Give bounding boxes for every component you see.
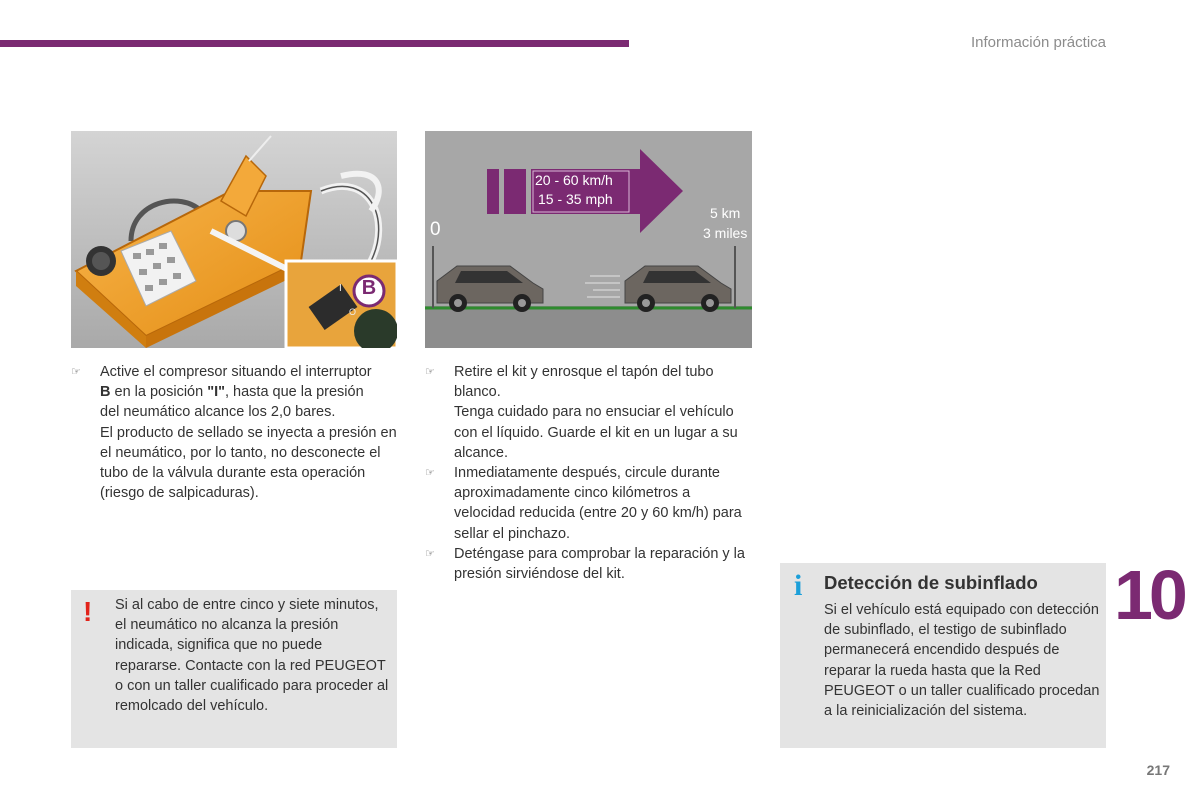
switch-reference: B [100,384,111,401]
drive-speed-illustration [425,131,752,348]
instruction-item [425,544,755,584]
instruction-text: Retire el kit y enrosque el tapón del tubo blanco. [454,364,714,401]
warning-box [71,590,397,748]
pointing-hand-icon: ☞ [71,366,81,378]
info-icon: i [794,569,803,602]
warning-text: Si al cabo de entre cinco y siete minutos, el neumático no alcanza la presión indicada, significa que no puede repararse. Contacte con la red PEUGEOT o con un taller cualificado para proceder al remolcado del vehículo. [115,597,389,715]
instruction-item [71,362,397,503]
instruction-line: del neumático alcance los 2,0 bares. [100,404,336,421]
pointing-hand-icon: ☞ [425,467,435,480]
page-number: 217 [1146,762,1170,778]
instruction-text: Inmediatamente después, circule durante aproximadamente cinco kilómetros a velocidad reducida (entre 20 y 60 km/h) para sellar el pinchazo. [454,465,742,542]
pointing-hand-icon: ☞ [425,547,435,560]
speed-kmh-label: 20 - 60 km/h [535,172,613,188]
switch-b-label: B [361,277,377,299]
info-title: Detección de subinflado [824,572,1038,593]
instruction-line: en la posición [110,384,208,401]
instruction-item [425,362,755,463]
distance-miles-label: 3 miles [703,225,748,241]
info-text: Si el vehículo está equipado con detección de subinflado, el testigo de subinflado permanecerá encendido después de reparar la rueda hasta que la Red PEUGEOT o un taller cualificado procedan a la reinicialización del sistema. [824,602,1100,720]
warning-exclamation-icon: ! [83,596,93,627]
instruction-note: Tenga cuidado para no ensuciar el vehículo con el líquido. Guarde el kit en un lugar a su alcance. [454,404,738,461]
compressor-kit-illustration [71,131,397,348]
speed-mph-label: 15 - 35 mph [538,191,613,207]
chapter-number: 10 [1114,556,1184,634]
header-accent-bar [0,40,629,47]
compressor-instructions [71,362,397,503]
driving-instructions [425,362,755,584]
switch-on-symbol: I [339,283,342,294]
start-distance-label: 0 [430,219,441,240]
instruction-note: El producto de sellado se inyecta a presión en el neumático, por lo tanto, no desconecte el tubo de la válvula durante esta operación (riesgo de salpicaduras). [100,424,397,502]
instruction-line: , hasta que la presión [225,384,364,401]
pointing-hand-icon: ☞ [425,366,435,378]
section-title: Información práctica [970,34,1106,51]
position-reference: "I" [207,384,225,401]
instruction-item [425,463,755,544]
switch-off-symbol: O [349,307,357,317]
instruction-line: Active el compresor situando el interruptor [100,364,372,380]
distance-km-label: 5 km [710,205,741,221]
instruction-text: Deténgase para comprobar la reparación y la presión sirviéndose del kit. [454,545,745,583]
info-box [780,563,1106,748]
